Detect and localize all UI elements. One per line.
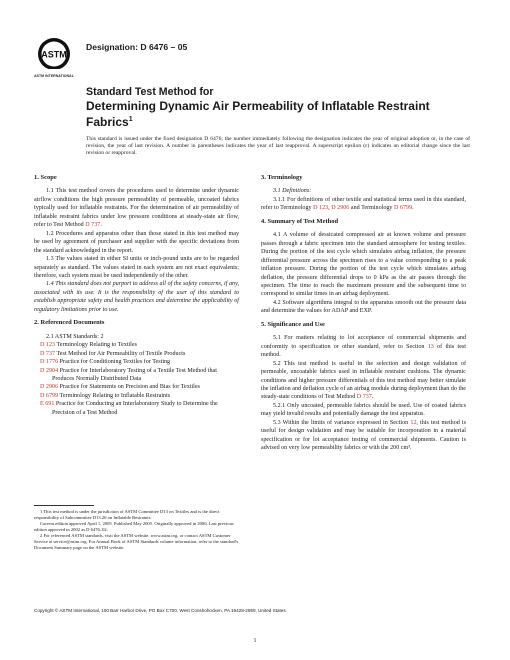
reference-item: D 6799 Terminology Relating to Inflatable Restraints (40, 392, 171, 399)
section-heading: 2. Referenced Documents (34, 319, 105, 327)
paragraph-5-2: 5.2 This test method is useful in the selection and design validation of permeable, uncoatable fabrics used in inflatable restraint cushions. The dynamic conditions and higher pressure differentials of this test method may better simulate the inflation and deflation cycle of an airbag module during deployment than do the steady-state conditions of Test Method D 737. (261, 360, 466, 401)
section-heading: 4. Summary of Test Method (261, 217, 339, 225)
title-footnote-mark: 1 (128, 115, 133, 123)
reference-item: D 2904 Practice for Interlaboratory Testing of a Textile Test Method that Produces Normally Distributed Data (40, 367, 217, 382)
paragraph-5-2-1: 5.2.1 Only uncoated, permeable fabrics should be used. Use of coated fabrics may yield invalid results and potentially damage the test apparatus. (261, 402, 466, 418)
title-line-2: Determining Dynamic Air Permeability of Inflatable Restraint (86, 98, 430, 113)
reference-list (34, 341, 239, 417)
copyright-notice: Copyright © ASTM International, 100 Barr Harbor Drive, PO Box C700, West Conshohocken, PA 19428-2959, United States. (34, 608, 287, 613)
footnote-2: 2 For referenced ASTM standards, visit the ASTM website, www.astm.org, or contact ASTM Customer Service at service@astm.org. For Annual Book of ASTM Standards volume information, refer to the standard's Document Summary page on the ASTM website. (34, 533, 239, 550)
paragraph-1-1: 1.1 This test method covers the procedures used to determine under dynamic airflow conditions the high pressure permeability of permeable, uncoated fabrics typically used for inflatable restraints. For the determination of air permeability of inflatable restraint fabrics under low pressure conditions at steady-state air flow, refer to Test Method D 737. (34, 188, 239, 229)
paragraph-1-3: 1.3 The values stated in either SI units or inch-pound units are to be regarded separately as standard. The values stated in each system are not exact equivalents; therefore, each system must be used independently of the other. (34, 256, 239, 279)
ref-link[interactable]: D 2904 (40, 367, 59, 374)
reference-item: D 2906 Practice for Statements on Precision and Bias for Textiles (40, 384, 200, 391)
paragraph-4-2: 4.2 Software algorithms integral to the apparatus smooth out the pressure data and determine the values for ADAP and EXP. (261, 299, 466, 315)
right-column (261, 174, 466, 453)
section-heading: 1. Scope (34, 174, 57, 181)
ref-link[interactable]: D 2906 (331, 205, 350, 212)
paragraph-1-4: 1.4 This standard does not purport to address all of the safety concerns, if any, associated with its use. It is the responsibility of the user of this standard to establish appropriate safety and health practices and determine the applicability of regulatory limitations prior to use. (34, 281, 239, 313)
footnote-divider (34, 505, 94, 506)
ref-link[interactable]: D 6799 (40, 392, 59, 399)
svg-text:ASTM: ASTM (41, 49, 67, 60)
reference-item: E 691 Practice for Conducting an Interlaboratory Study to Determine the Precision of a Test Method (40, 401, 218, 416)
ref-link[interactable]: D 737 (85, 222, 101, 229)
ref-link[interactable]: D 737 (356, 394, 372, 401)
reference-item: D 123 Terminology Relating to Textiles (40, 342, 137, 349)
paragraph-3-1: 3.1 Definitions: (273, 188, 312, 195)
paragraph-5-3: 5.3 Within the limits of variance expressed in Section 12, this test method is useful for design validation and may be suitable for incorporation in a material specification or for lot acceptance testing of commercial shipments. Caution is advised on very low permeability fabrics or with the 200 cm³. (261, 419, 466, 452)
astm-logo (34, 36, 74, 76)
left-column (34, 174, 239, 417)
paragraph-2-1: 2.1 ASTM Standards: 2 (46, 333, 104, 340)
paragraph-4-1: 4.1 A volume of dessicated compressed air at known volume and pressure passes through a fabric specimen into the standard atmosphere for testing textiles. During the portion of the test cycle which simulates airbag inflation, the pressure differential pressure across the specimen rises to a value corresponding to a peak inflation pressure. During the portion of the test cycle which simulates airbag deflation, the pressure differential drops to 0 kPa as the air passes through the specimen. The time to reach the maximum pressure and the subsequent time to correspond to similar times in an airbag deployment. (261, 232, 466, 298)
reference-item: D 1776 Practice for Conditioning Textiles for Testing (40, 359, 171, 366)
reference-item: D 737 Test Method for Air Permeability of Textile Products (40, 350, 186, 357)
logo-caption: ASTM INTERNATIONAL (34, 74, 74, 78)
ref-link[interactable]: D 123 (40, 342, 56, 349)
section-heading: 5. Significance and Use (261, 320, 325, 328)
footnote-1-continued: Current edition approved April 1, 2005. Published May 2005. Originally approved in 2000. Last previous edition approved in 2002 as D 6476–02. (34, 521, 234, 532)
preamble: This standard is issued under the fixed designation D 6476; the number immediately following the designation indicates the year of original adoption or, in the case of revision, the year of last revision. A number in parentheses indicates the year of last reapproval. A superscript epsilon (ε) indicates an editorial change since the last revision or reapproval. (86, 136, 470, 157)
ref-link[interactable]: 12 (410, 419, 417, 426)
ref-link[interactable]: 13 (427, 343, 434, 350)
section-heading: 3. Terminology (261, 174, 303, 181)
page-number: 1 (253, 638, 257, 644)
paragraph-5-1: 5.1 For matters relating to lot acceptance of commercial shipments and conformity to specification or other standard, refer to Section 13 of this test method. (261, 335, 466, 359)
ref-link[interactable]: D 2906 (40, 384, 59, 391)
paragraph-1-2: 1.2 Procedures and apparatus other than those stated in this test method may be used by agreement of purchaser and supplier with the specific deviations from the standard acknowledged in the report. (34, 230, 239, 254)
paragraph-3-1-1: 3.1.1 For definitions of other textile and statistical terms used in this standard, refer to Terminology D 123, D 2906 and Terminology D 6799. (261, 196, 466, 212)
ref-link[interactable]: D 123 (313, 205, 329, 212)
footnotes (34, 509, 239, 551)
ref-link[interactable]: D 6799 (394, 205, 413, 212)
ref-link[interactable]: D 737 (40, 350, 56, 357)
ref-link[interactable]: E 691 (40, 401, 55, 408)
document-title (86, 86, 466, 129)
title-line-3: Fabrics$^1$ (86, 114, 133, 129)
designation: Designation: D 6476 – 05 (86, 42, 188, 52)
ref-link[interactable]: D 1776 (40, 359, 59, 366)
footnote-1: 1 This test method is under the jurisdiction of ASTM Committee D13 on Textiles and is the direct responsibility of Subcommittee D13.20 on Inflatable Restraints. (34, 509, 220, 520)
title-line-1: Standard Test Method for (86, 86, 214, 98)
